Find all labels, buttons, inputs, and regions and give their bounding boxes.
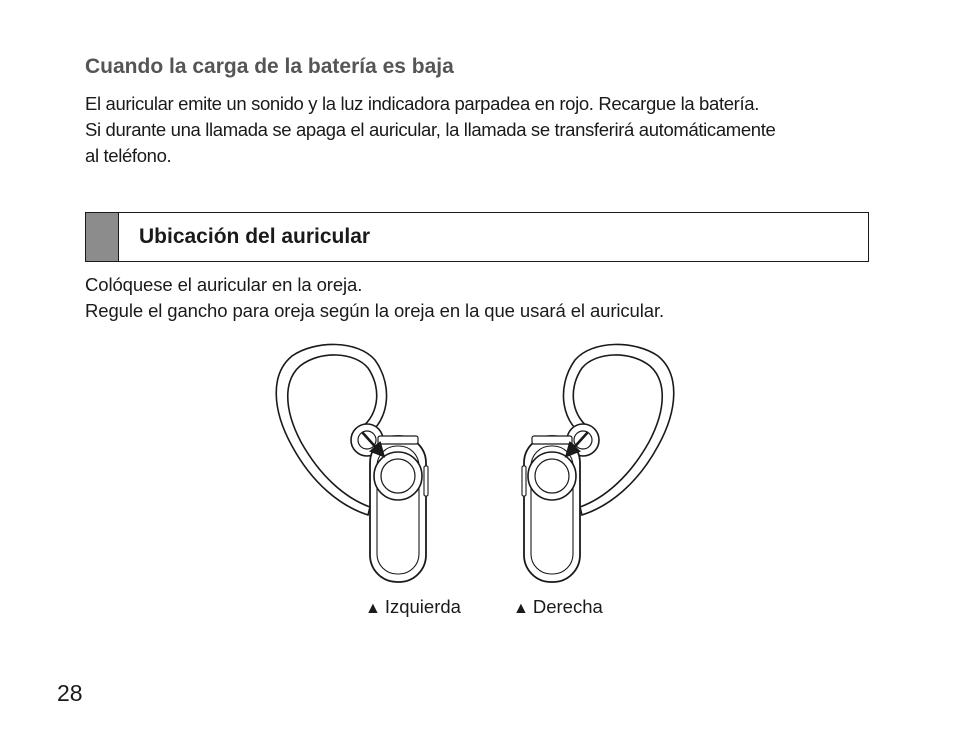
- right-headset-illustration: [522, 344, 674, 582]
- triangle-marker-icon: ▲: [365, 600, 381, 617]
- low-battery-line-3: al teléfono.: [85, 145, 172, 166]
- low-battery-paragraph: [85, 91, 775, 169]
- wearing-line-2: Regule el gancho para oreja según la oreja en la que usará el auricular.: [85, 300, 665, 321]
- right-caption-text: Derecha: [532, 596, 603, 617]
- wearing-paragraph: [85, 272, 664, 324]
- section-header-tab: [86, 213, 119, 261]
- section-header: [85, 212, 869, 262]
- low-battery-line-2: Si durante una llamada se apaga el auricular, la llamada se transferirá automáticamente: [85, 119, 776, 140]
- low-battery-line-1: El auricular emite un sonido y la luz indicadora parpadea en rojo. Recargue la batería.: [85, 93, 759, 114]
- wearing-line-1: Colóquese el auricular en la oreja.: [85, 274, 363, 295]
- low-battery-heading: Cuando la carga de la batería es baja: [85, 55, 454, 78]
- left-headset-illustration: [276, 344, 428, 582]
- triangle-marker-icon: ▲: [513, 600, 529, 617]
- left-caption: [365, 596, 461, 618]
- right-caption: [513, 596, 603, 618]
- left-caption-text: Izquierda: [384, 596, 461, 617]
- section-title: Ubicación del auricular: [139, 225, 371, 248]
- page-number: 28: [57, 680, 83, 706]
- headset-illustration: [270, 338, 680, 588]
